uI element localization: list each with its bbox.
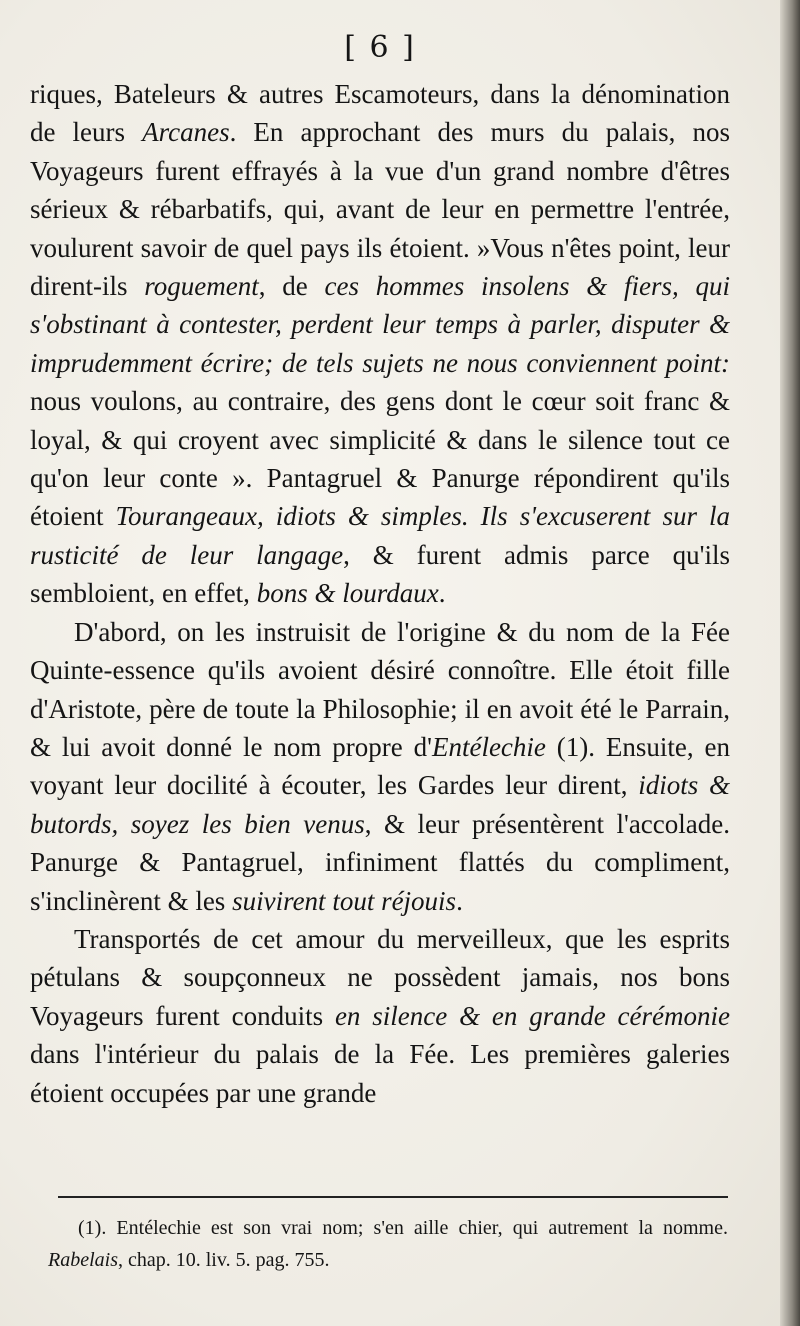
text-run: , & leur présentèrent l'accolade. Panurge & Pantagruel, infiniment flattés du compliment, s'inclinèrent & les bbox=[30, 808, 730, 916]
italic-run: Tourangeaux, idiots & simples. Ils s'excuserent sur la rusticité de leur langage bbox=[30, 501, 730, 570]
italic-run: roguement bbox=[144, 271, 259, 302]
italic-run: idiots & butords, soyez les bien venus bbox=[30, 770, 730, 839]
page-number: [ 6 ] bbox=[344, 30, 416, 65]
text-run: , de bbox=[258, 271, 325, 302]
text-run: , & furent admis parce qu'ils sembloient, en effet, bbox=[30, 539, 731, 609]
page-edge-shadow bbox=[780, 0, 800, 1326]
text-run: (1). Entélechie est son vrai nom; s'en aille chier, qui autrement la nomme. bbox=[78, 1217, 728, 1239]
italic-run: Entélechie bbox=[431, 731, 546, 762]
text-run: . bbox=[456, 885, 463, 916]
italic-run: Rabelais bbox=[48, 1249, 118, 1271]
italic-run: en silence & en grande cérémonie bbox=[334, 1000, 730, 1031]
paragraph-1 bbox=[30, 75, 730, 613]
footnote bbox=[48, 1212, 728, 1276]
body-text bbox=[30, 75, 730, 1112]
paragraph-2 bbox=[30, 613, 730, 920]
italic-run: bons & lourdaux bbox=[256, 578, 439, 609]
text-run: dans l'intérieur du palais de la Fée. Les premières galeries étoient occupées par une grande bbox=[30, 1039, 730, 1108]
text-run: (1). Ensuite, en voyant leur docilité à écouter, les Gardes leur dirent, bbox=[30, 731, 731, 801]
text-run: . bbox=[438, 578, 446, 609]
text-run: Transportés de cet amour du merveilleux, que les esprits pétulans & soupçonneux ne possèdent jamais, nos bons Voyageurs furent conduits bbox=[30, 923, 730, 1031]
text-run: nous voulons, au contraire, des gens dont le cœur soit franc & loyal, & qui croyent avec simplicité & dans le silence tout ce qu'on leur conte ». Pantagruel & Panurge répondirent qu'ils étoient bbox=[30, 386, 730, 532]
paragraph-3 bbox=[30, 920, 730, 1112]
text-run: riques, Bateleurs & autres Escamoteurs, dans la dénomination de leurs bbox=[30, 79, 730, 148]
footnote-divider bbox=[58, 1196, 728, 1198]
italic-run: Arcanes bbox=[142, 117, 230, 148]
text-run: , chap. 10. liv. 5. pag. 755. bbox=[118, 1249, 330, 1271]
text-run: D'abord, on les instruisit de l'origine & du nom de la Fée Quinte-essence qu'ils avoient désiré connoître. Elle étoit fille d'Aristote, père de toute la Philosophie; il en avoit été le Parrain, & lui avoit donné le nom propre d' bbox=[30, 616, 730, 762]
text-run: . En approchant des murs du palais, nos Voyageurs furent effrayés à la vue d'un grand nombre d'êtres sérieux & rébarbatifs, qui, avant de leur en permettre l'entrée, voulurent savoir de quel pays ils étoient. »Vous n'êtes point, leur dirent-ils bbox=[30, 117, 730, 302]
italic-run: suivirent tout réjouis bbox=[232, 885, 457, 916]
italic-run: ces hommes insolens & fiers, qui s'obstinant à contester, perdent leur temps à parler, disputer & imprudemment écrire; de tels sujets ne nous conviennent point: bbox=[30, 271, 730, 378]
